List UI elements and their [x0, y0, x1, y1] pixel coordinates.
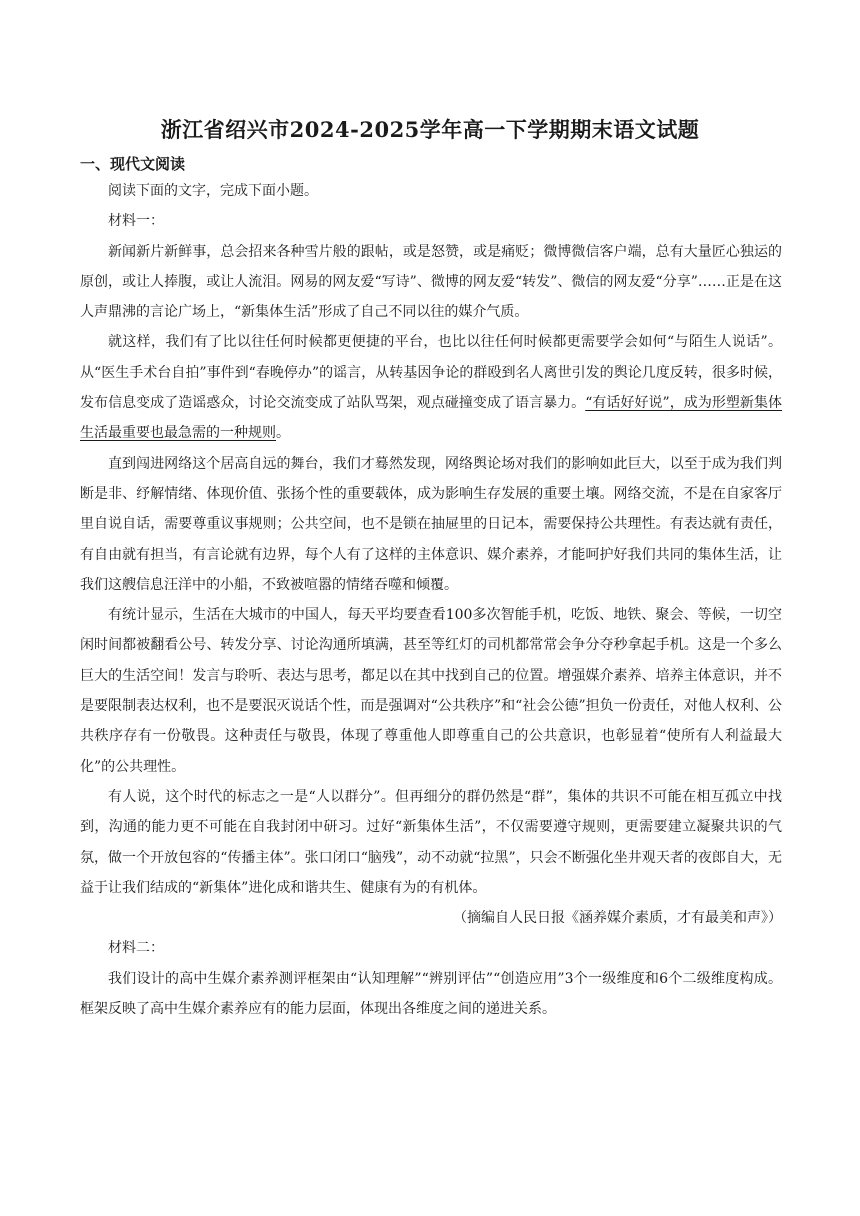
reading-passage — [80, 176, 782, 1024]
paragraph-2 — [80, 327, 782, 448]
underlined-sentence: “有话好好说”，成为形塑新集体生活最重要也最急需的一种规则 — [80, 395, 782, 442]
paragraph-5: 有人说，这个时代的标志之一是“人以群分”。但再细分的群仍然是“群”，集体的共识不可能在相互孤立中找到，沟通的能力更不可能在自我封闭中研习。过好“新集体生活”，不仅需要遵守规则，更需要建立凝聚共识的气氛，做一个开放包容的“传播主体”。张口闭口“脑残”，动不动就“拉黑”，只会不断强化坐井观天者的夜郎自大，无益于让我们结成的“新集体”进化成和谐共生、健康有为的有机体。 — [80, 788, 782, 896]
paragraph-1: 新闻新片新鲜事，总会招来各种雪片般的跟帖，或是怒赞，或是痛贬；微博微信客户端，总有大量匠心独运的原创，或让人捧腹，或让人流泪。网易的网友爱“写诗”、微博的网友爱“转发”、微信的网友爱“分享”……正是在这人声鼎沸的言论广场上，“新集体生活”形成了自己不同以往的媒介气质。 — [80, 243, 782, 321]
paragraph-6: 我们设计的高中生媒介素养测评框架由“认知理解”“辨别评估”“创造应用”3个一级维度和6个二级维度构成。框架反映了高中生媒介素养应有的能力层面，体现出各维度之间的递进关系。 — [80, 970, 782, 1018]
section-heading: 一、现代文阅读 — [80, 155, 186, 173]
paragraph-4: 有统计显示，生活在大城市的中国人，每天平均要查看100多次智能手机，吃饭、地铁、聚会、等候，一切空闲时间都被翻看公号、转发分享、讨论沟通所填满，甚至等红灯的司机都常常会争分夺秒拿起手机。这是一个多么巨大的生活空间！发言与聆听、表达与思考，都足以在其中找到自己的位置。增强媒介素养、培养主体意识，并不是要限制表达权利，也不是要泯灭说话个性，而是强调对“公共秩序”和“社会公德”担负一份责任，对他人权利、公共秩序存有一份敬畏。这种责任与敬畏，体现了尊重他人即尊重自己的公共意识，也彰显着“使所有人利益最大化”的公共理性。 — [80, 607, 782, 775]
paragraph-2-end: 。 — [276, 425, 290, 442]
material-one-label: 材料一： — [108, 213, 164, 230]
source-citation: （摘编自人民日报《涵养媒介素质，才有最美和声》） — [453, 910, 782, 927]
document-title: 浙江省绍兴市2024-2025学年高一下学期期末语文试题 — [160, 117, 700, 142]
material-two-label: 材料二： — [108, 940, 164, 957]
instruction-text: 阅读下面的文字，完成下面小题。 — [108, 183, 318, 199]
paragraph-2-text: 就这样，我们有了比以往任何时候都更便捷的平台，也比以往任何时候都更需要学会如何“与陌生人说话”。从“医生手术台自拍”事件到“春晚停办”的谣言，从转基因争论的群殴到名人离世引发的舆论几度反转，很多时候，发布信息变成了造谣惑众，讨论交流变成了站队骂架，观点碰撞变成了语言暴力。 — [80, 334, 782, 412]
paragraph-3: 直到闯进网络这个居高自远的舞台，我们才蓦然发现，网络舆论场对我们的影响如此巨大，以至于成为我们判断是非、纾解情绪、体现价值、张扬个性的重要载体，成为影响生存发展的重要土壤。网络交流，不是在自家客厅里自说自话，需要尊重议事规则；公共空间，也不是锁在抽屉里的日记本，需要保持公共理性。有表达就有责任，有自由就有担当，有言论就有边界，每个人有了这样的主体意识、媒介素养，才能呵护好我们共同的集体生活，让我们这艘信息汪洋中的小船，不致被喧嚣的情绪吞噬和倾覆。 — [80, 455, 782, 593]
